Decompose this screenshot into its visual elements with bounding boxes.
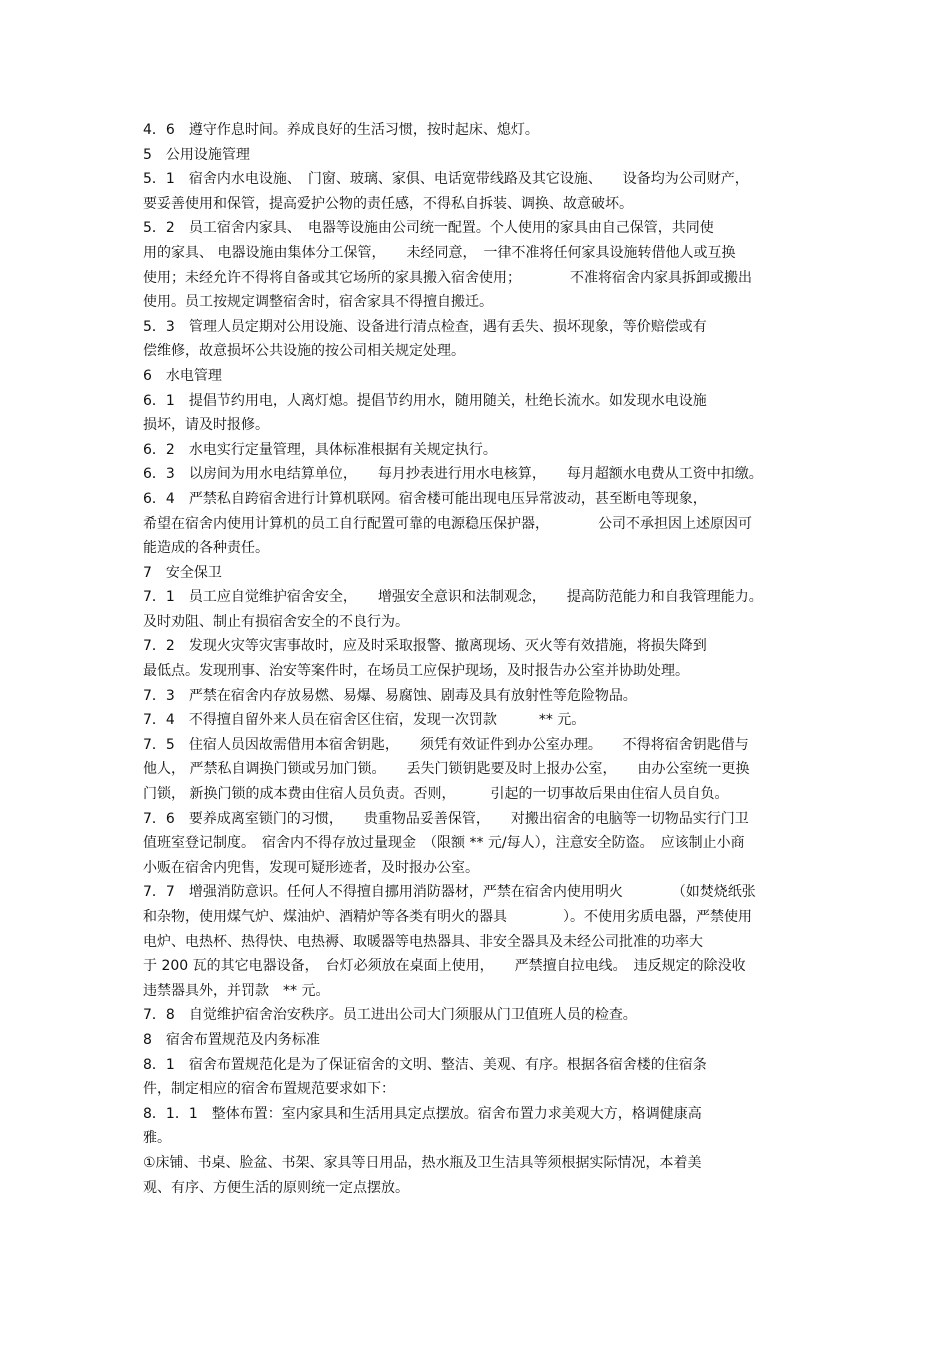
text-line: 值班室登记制度。 宿舍内不得存放过量现金 （限额 ** 元/每人），注意安全防盗。 应该制止小商 xyxy=(143,835,745,852)
text-line: 门锁， 新换门锁的成本费由住宿人员负责。否则， 引起的一切事故后果由住宿人员自负。 xyxy=(143,786,729,803)
text-line: 他人， 严禁私自调换门锁或另加门锁。 丢失门锁钥匙要及时上报办公室， 由办公室统一更换 xyxy=(143,761,750,778)
text-line: 5．3 管理人员定期对公用设施、设备进行清点检查，遇有丢失、损坏现象，等价赔偿或有 xyxy=(143,318,707,335)
text-line: 于 200 瓦的其它电器设备， 台灯必须放在桌面上使用， 严禁擅自拉电线。 违反规定的除没收 xyxy=(143,958,746,975)
text-line: 件，制定相应的宿舍布置规范要求如下： xyxy=(143,1081,395,1098)
text-line: 及时劝阻、制止有损宿舍安全的不良行为。 xyxy=(143,613,409,630)
text-line: 违禁器具外，并罚款 ** 元。 xyxy=(143,982,330,999)
text-line: 观、有序、方便生活的原则统一定点摆放。 xyxy=(143,1179,409,1196)
text-line: 6．4 严禁私自跨宿舍进行计算机联网。宿舍楼可能出现电压异常波动，甚至断电等现象， xyxy=(143,490,707,507)
text-line: 6．2 水电实行定量管理，具体标准根据有关规定执行。 xyxy=(143,441,497,458)
text-line: 偿维修，故意损坏公共设施的按公司相关规定处理。 xyxy=(143,343,465,360)
text-line: 5 公用设施管理 xyxy=(143,146,250,163)
text-line: 6．1 提倡节约用电，人离灯熄。提倡节约用水，随用随关，杜绝长流水。如发现水电设施 xyxy=(143,392,707,409)
text-line: 希望在宿舍内使用计算机的员工自行配置可靠的电源稳压保护器， 公司不承担因上述原因可 xyxy=(143,515,752,532)
text-line: 7．1 员工应自觉维护宿舍安全， 增强安全意识和法制观念， 提高防范能力和自我管理能力。 xyxy=(143,589,763,606)
text-line: 8．1．1 整体布置：室内家具和生活用具定点摆放。宿舍布置力求美观大方，格调健康高 xyxy=(143,1105,702,1122)
text-line: 7．5 住宿人员因故需借用本宿舍钥匙， 须凭有效证件到办公室办理。 不得将宿舍钥匙借与 xyxy=(143,736,749,753)
document-body xyxy=(143,118,803,1200)
text-line: 7．6 要养成离室锁门的习惯， 贵重物品妥善保管， 对搬出宿舍的电脑等一切物品实行门卫 xyxy=(143,810,749,827)
text-line: 小贩在宿舍内兜售，发现可疑形迹者，及时报办公室。 xyxy=(143,859,479,876)
text-line: 要妥善使用和保管，提高爱护公物的责任感，不得私自拆装、调换、故意破坏。 xyxy=(143,195,633,212)
text-line: 6．3 以房间为用水电结算单位， 每月抄表进行用水电核算， 每月超额水电费从工资中扣缴。 xyxy=(143,466,763,483)
text-line: 7．8 自觉维护宿舍治安秩序。员工进出公司大门须服从门卫值班人员的检查。 xyxy=(143,1007,637,1024)
text-line: 雅。 xyxy=(143,1130,171,1147)
text-line: 7 安全保卫 xyxy=(143,564,222,581)
text-line: 8 宿舍布置规范及内务标准 xyxy=(143,1031,320,1048)
text-line: 能造成的各种责任。 xyxy=(143,540,269,557)
text-line: ①床铺、书桌、脸盆、书架、家具等日用品，热水瓶及卫生洁具等须根据实际情况，本着美 xyxy=(143,1154,702,1171)
text-line: 7．7 增强消防意识。任何人不得擅自挪用消防器材，严禁在宿舍内使用明火 （如焚烧纸张 xyxy=(143,884,756,901)
text-line: 和杂物，使用煤气炉、煤油炉、酒精炉等各类有明火的器具 ）。不使用劣质电器，严禁使用 xyxy=(143,909,752,925)
text-line: 电炉、电热杯、热得快、电热褥、取暖器等电热器具、非安全器具及未经公司批准的功率大 xyxy=(143,933,703,950)
text-line: 用的家具、 电器设施由集体分工保管， 未经同意， 一律不准将任何家具设施转借他人或互换 xyxy=(143,244,736,261)
text-line: 损坏，请及时报修。 xyxy=(143,417,269,434)
text-line: 使用。员工按规定调整宿舍时，宿舍家具不得擅自搬迁。 xyxy=(143,294,493,311)
text-line: 5．1 宿舍内水电设施、 门窗、玻璃、家俱、电话宽带线路及其它设施、 设备均为公司财产， xyxy=(143,171,749,188)
text-line: 7．4 不得擅自留外来人员在宿舍区住宿，发现一次罚款 ** 元。 xyxy=(143,712,586,729)
text-line: 8．1 宿舍布置规范化是为了保证宿舍的文明、整洁、美观、有序。根据各宿舍楼的住宿条 xyxy=(143,1056,707,1073)
text-line: 4．6 遵守作息时间。养成良好的生活习惯，按时起床、熄灯。 xyxy=(143,122,539,138)
text-line: 7．2 发现火灾等灾害事故时，应及时采取报警、撤离现场、灭火等有效措施，将损失降到 xyxy=(143,638,707,655)
text-line: 5．2 员工宿舍内家具、 电器等设施由公司统一配置。个人使用的家具由自己保管，共同使 xyxy=(143,220,714,237)
text-line: 7．3 严禁在宿舍内存放易燃、易爆、易腐蚀、剧毒及具有放射性等危险物品。 xyxy=(143,687,637,704)
text-line: 6 水电管理 xyxy=(143,367,222,384)
text-line: 最低点。发现刑事、治安等案件时，在场员工应保护现场，及时报告办公室并协助处理。 xyxy=(143,663,689,680)
text-line: 使用；未经允许不得将自备或其它场所的家具搬入宿舍使用； 不准将宿舍内家具拆卸或搬出 xyxy=(143,269,752,286)
